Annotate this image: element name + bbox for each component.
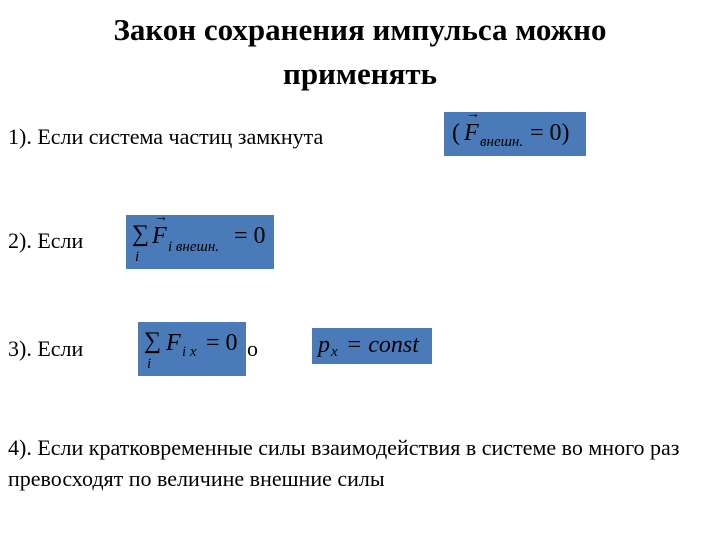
formula-sum-external — [126, 215, 274, 269]
formula-subscript: i внешн. — [168, 239, 220, 255]
slide-title — [0, 8, 720, 96]
sigma-symbol: ∑ — [132, 221, 150, 247]
formula-force-vector: → F — [464, 120, 479, 147]
sigma-index: i — [147, 356, 152, 372]
formula-momentum-const — [312, 328, 432, 364]
formula-force: F — [166, 330, 181, 356]
formula-subscript: внешн. — [480, 134, 524, 150]
condition-3-tail: о — [247, 336, 258, 361]
condition-1-text: 1). Если система частиц замкнута — [8, 124, 324, 149]
title-line-1: Закон сохранения импульса можно — [113, 12, 607, 47]
formula-closed-system — [444, 112, 586, 156]
momentum-symbol: p — [318, 332, 330, 358]
formula-paren: ( — [452, 120, 460, 146]
formula-sum-x-projection — [138, 322, 246, 376]
momentum-subscript: x — [331, 344, 338, 360]
formula-equals-zero: = 0 — [206, 330, 238, 356]
title-line-2: применять — [282, 56, 438, 91]
sigma-symbol: ∑ — [144, 328, 162, 354]
sigma-index: i — [135, 249, 140, 265]
formula-equals-zero: = 0 — [234, 223, 266, 249]
formula-equals-zero: = 0) — [530, 120, 570, 146]
momentum-equals-const: = const — [346, 332, 419, 358]
condition-3-text: 3). Если — [8, 336, 84, 361]
condition-2-text: 2). Если — [8, 228, 84, 253]
formula-subscript: i x — [182, 344, 197, 360]
condition-4-text: 4). Если кратковременные силы взаимодействия в системе во много раз превосходят по величине внешние силы — [8, 435, 680, 491]
formula-force-vector: → F — [152, 223, 167, 250]
